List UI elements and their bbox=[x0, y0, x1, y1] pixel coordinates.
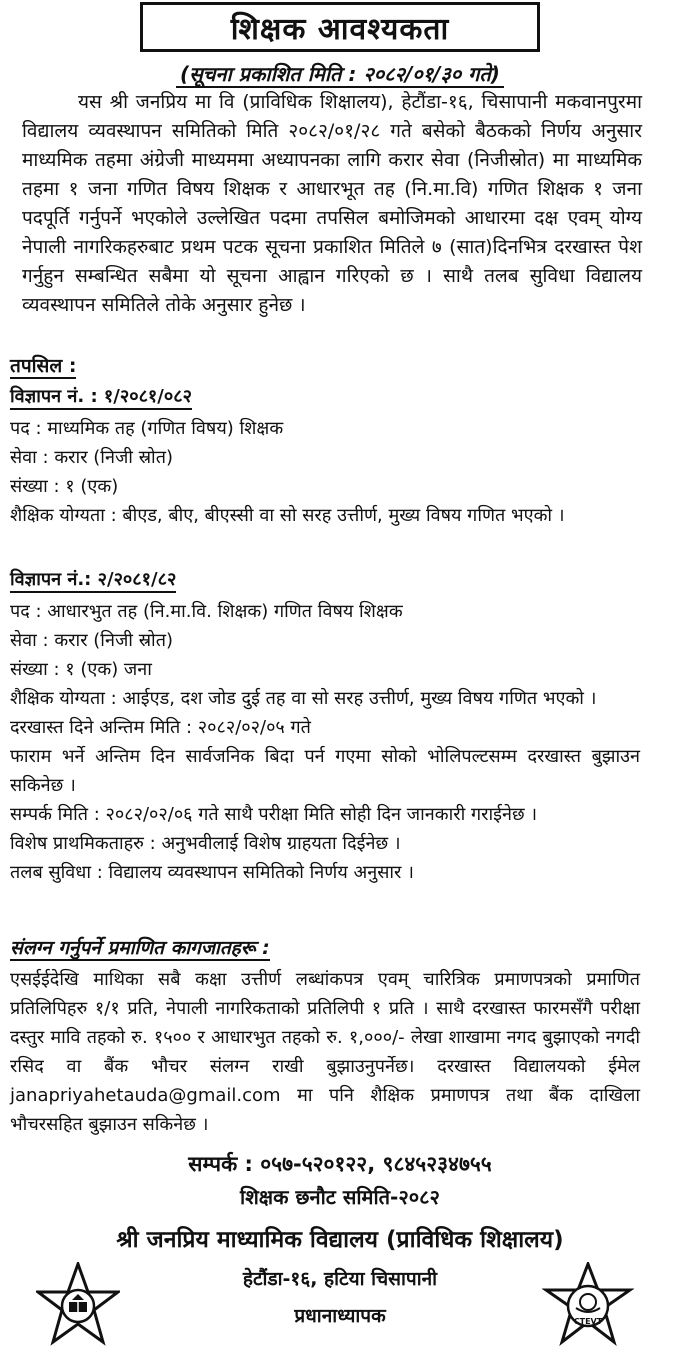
attachments-heading: संलग्न गर्नुपर्ने प्रमाणित कागजातहरू : bbox=[10, 937, 270, 959]
advert-1-number: विज्ञापन नं. : १/२०८१/०८२ bbox=[10, 386, 192, 410]
advert-1 bbox=[10, 382, 640, 530]
attachments-body bbox=[10, 965, 640, 1139]
advert-2-holiday: फाराम भर्ने अन्तिम दिन सार्वजनिक बिदा पर्न गएमा सोको भोलिपल्टसम्म दरखास्त बुझाउन सकिनेछ । bbox=[10, 746, 640, 796]
advert-1-service: सेवा : करार (निजी स्रोत) bbox=[10, 447, 173, 468]
school-name: श्री जनप्रिय माध्यामिक विद्यालय (प्राविधिक शिक्षालय) bbox=[116, 1227, 564, 1253]
notice-title: शिक्षक आवश्यकता bbox=[140, 2, 540, 52]
selection-committee: शिक्षक छनौट समिति-२०८२ bbox=[240, 1185, 440, 1209]
published-date-text: (सूचना प्रकाशित मिति : २०८२/०१/३० गते) bbox=[176, 62, 504, 88]
ctevt-logo-text: CTEVT bbox=[573, 1317, 603, 1326]
attachments-text: एसईईदेखि माथिका सबै कक्षा उत्तीर्ण लब्धांकपत्र एवम् चारित्रिक प्रमाणपत्रको प्रमाणित प्रतिलिपिहरु १/१ प्रति, नेपाली नागरिकताको प्रतिलिपी १ प्रति । साथै दरखास्त फारमसँगै परीक्षा दस्तुर मावि तहको रु. १५०० र आधारभुत तहको रु. १,०००/- लेखा शाखामा नगद बुझाएको नगदी रसिद वा बैंक भौचर संलग्न राखी बुझाउनुपर्नेछ। दरखास्त विद्यालयको ईमेल janapriyahetauda@gmail.com मा पनि शैक्षिक प्रमाणपत्र तथा बैंक दाखिला भौचरसहित बुझाउन सकिनेछ । bbox=[10, 969, 640, 1135]
advert-2-priority: विशेष प्राथमिकताहरु : अनुभवीलाई विशेष ग्राहयता दिईनेछ । bbox=[10, 833, 401, 854]
ctevt-star-emblem-icon bbox=[542, 1262, 634, 1346]
intro-paragraph bbox=[22, 88, 642, 320]
advert-1-count: संख्या : १ (एक) bbox=[10, 476, 119, 497]
advert-2-post: पद : आधारभुत तह (नि.मा.वि. शिक्षक) गणित विषय शिक्षक bbox=[10, 601, 403, 622]
tapasil-heading: तपसिल : bbox=[10, 355, 77, 377]
advert-2-service: सेवा : करार (निजी स्रोत) bbox=[10, 630, 173, 651]
intro-text: यस श्री जनप्रिय मा वि (प्राविधिक शिक्षालय), हेटौंडा-१६, चिसापानी मकवानपुरमा विद्यालय व्यवस्थापन समितिको मिति २०८२/०१/२८ गते बसेको बैठकको निर्णय अनुसार माध्यमिक तहमा अंग्रेजी माध्यममा अध्यापनका लागि करार सेवा (निजीस्रोत) मा माध्यमिक तहमा १ जना गणित विषय शिक्षक र आधारभूत तह (नि.मा.वि) गणित शिक्षक १ जना पदपूर्ति गर्नुपर्ने भएकोले उल्लेखित पदमा तपसिल बमोजिमको आधारमा दक्ष एवम् योग्य नेपाली नागरिकहरुबाट प्रथम पटक सूचना प्रकाशित मितिले ७ (सात)दिनभित्र दरखास्त पेश गर्नुहुन सम्बन्धित सबैमा यो सूचना आह्वान गरिएको छ । साथै तलब सुविधा विद्यालय व्यवस्थापन समितिले तोके अनुसार हुनेछ । bbox=[22, 91, 642, 316]
published-date bbox=[0, 60, 680, 87]
advert-2-qualification: शैक्षिक योग्यता : आईएड, दश जोड दुई तह वा सो सरह उत्तीर्ण, मुख्य विषय गणित भएको । bbox=[10, 688, 597, 709]
advert-2-deadline: दरखास्त दिने अन्तिम मिति : २०८२/०२/०५ गते bbox=[10, 717, 311, 738]
school-star-emblem-icon bbox=[36, 1262, 120, 1346]
principal-signature-label: प्रधानाध्यापक bbox=[294, 1305, 386, 1327]
school-address: हेटौंडा-१६, हटिया चिसापानी bbox=[242, 1268, 438, 1290]
advert-1-post: पद : माध्यमिक तह (गणित विषय) शिक्षक bbox=[10, 418, 284, 439]
advert-2-salary: तलब सुविधा : विद्यालय व्यवस्थापन समितिको निर्णय अनुसार । bbox=[10, 862, 414, 883]
advert-2-number: विज्ञापन नं.: २/२०८१/८२ bbox=[10, 569, 176, 593]
advert-2-count: संख्या : १ (एक) जना bbox=[10, 659, 152, 680]
advert-2-contact-date: सम्पर्क मिति : २०८२/०२/०६ गते साथै परीक्षा मिति सोही दिन जानकारी गराईनेछ । bbox=[10, 804, 538, 825]
advert-1-qualification: शैक्षिक योग्यता : बीएड, बीए, बीएस्सी वा सो सरह उत्तीर्ण, मुख्य विषय गणित भएको । bbox=[10, 505, 565, 526]
contact-numbers: सम्पर्क : ०५७-५२०१२२, ९८४५२३४७५५ bbox=[188, 1152, 492, 1176]
advert-2 bbox=[10, 565, 640, 887]
